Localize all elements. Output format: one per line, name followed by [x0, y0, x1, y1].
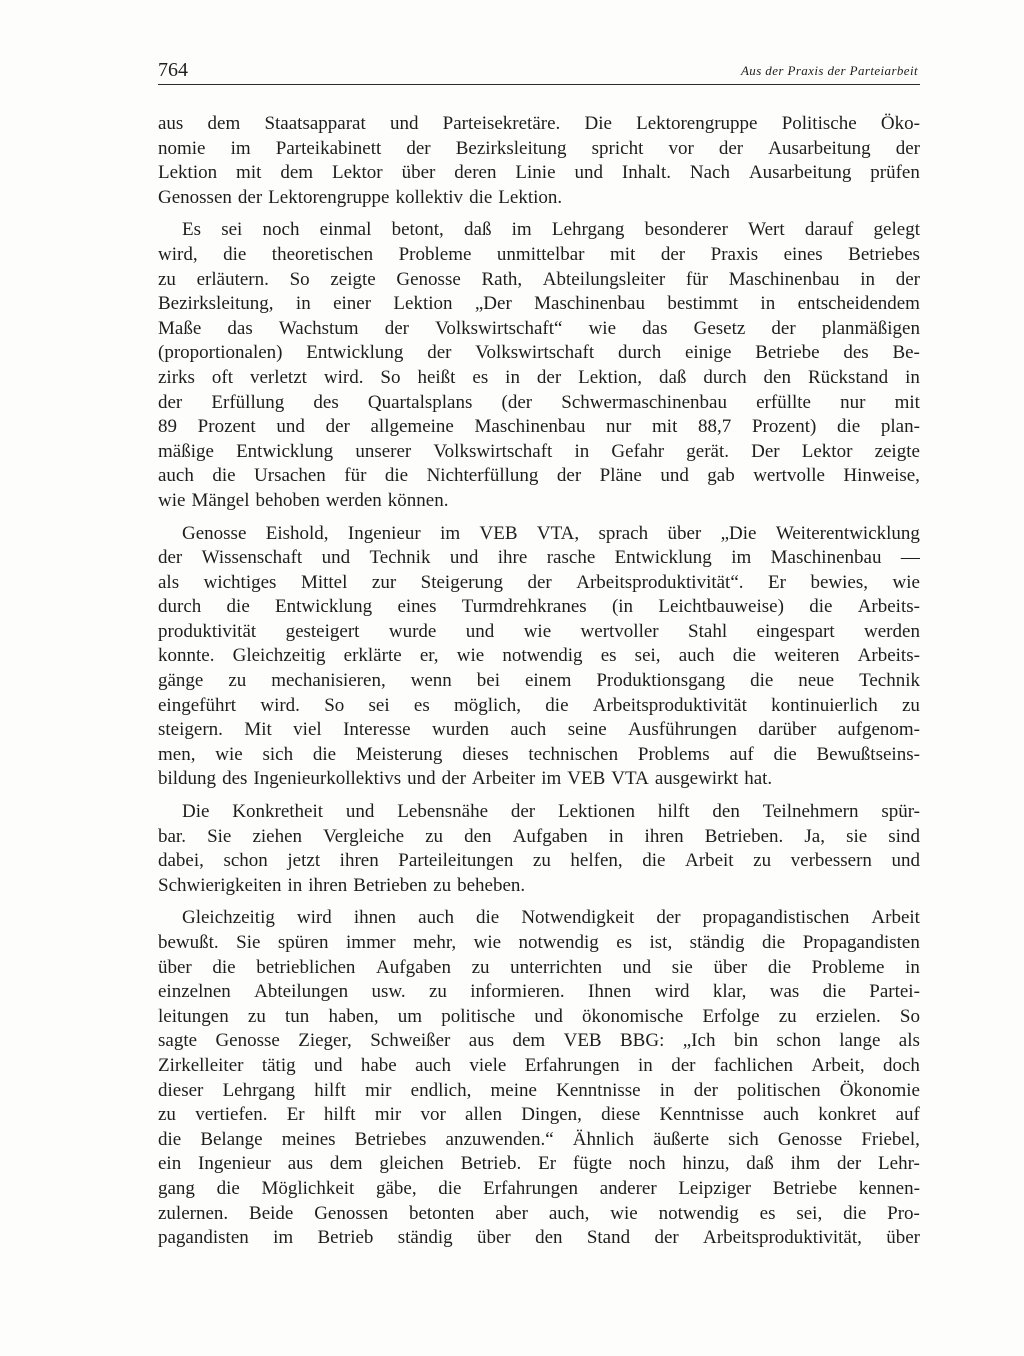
text-line: aus dem Staatsapparat und Parteisekretäre. Die Lektorengruppe Politische Öko- — [158, 113, 920, 134]
body-text — [158, 112, 920, 1259]
paragraph — [158, 906, 920, 1250]
text-line: dieser Lehrgang hilft mir endlich, meine Kenntnisse in der politischen Ökonomie — [158, 1079, 920, 1101]
text-line: auch die Ursachen für die Nichterfüllung der Pläne und gab wertvolle Hinweise, — [158, 465, 920, 487]
running-header — [158, 58, 920, 85]
text-line: nomie im Parteikabinett der Bezirksleitung spricht vor der Ausarbeitung der — [158, 137, 920, 159]
text-line: bewußt. Sie spüren immer mehr, wie notwendig es ist, ständig die Propagandisten — [158, 932, 920, 953]
text-line: konnte. Gleichzeitig erklärte er, wie notwendig es sei, auch die weiteren Arbeits- — [158, 645, 920, 667]
text-line: Die Konkretheit und Lebensnähe der Lektionen hilft den Teilnehmern spür- — [182, 801, 920, 823]
text-line: mäßige Entwicklung unserer Volkswirtschaft in Gefahr gerät. Der Lektor zeigte — [158, 440, 920, 462]
text-line: einzelnen Abteilungen usw. zu informieren. Ihnen wird klar, was die Partei- — [158, 981, 920, 1003]
paragraph — [158, 522, 920, 793]
text-line: Genosse Eishold, Ingenieur im VEB VTA, sprach über „Die Weiterentwicklung — [182, 522, 920, 544]
text-line: sagte Genosse Zieger, Schweißer aus dem VEB BBG: „Ich bin schon lange als — [158, 1030, 920, 1052]
text-line: zulernen. Beide Genossen betonten aber auch, wie notwendig es sei, die Pro- — [158, 1202, 920, 1224]
text-line: eingeführt wird. So sei es möglich, die Arbeitsproduktivität kontinuierlich zu — [158, 694, 920, 716]
text-line: steigern. Mit viel Interesse wurden auch seine Ausführungen darüber aufgenom- — [158, 719, 920, 741]
text-line: Genossen der Lektorengruppe kollektiv die Lektion. — [158, 186, 563, 208]
text-line: die Belange meines Betriebes anzuwenden.“ Ähnlich äußerte sich Genosse Friebel, — [158, 1128, 920, 1150]
text-line: zu erläutern. So zeigte Genosse Rath, Abteilungsleiter für Maschinenbau in der — [158, 268, 920, 290]
text-line: Lektion mit dem Lektor über deren Linie und Inhalt. Nach Ausarbeitung prüfen — [158, 162, 920, 184]
text-line: der Wissenschaft und Technik und ihre rasche Entwicklung im Maschinenbau — — [158, 547, 920, 569]
text-line: bar. Sie ziehen Vergleiche zu den Aufgaben in ihren Betrieben. Ja, sie sind — [158, 825, 920, 847]
text-line: durch die Entwicklung eines Turmdrehkranes (in Leichtbauweise) die Arbeits- — [158, 596, 920, 618]
text-line: Es sei noch einmal betont, daß im Lehrgang besonderer Wert darauf gelegt — [182, 219, 920, 241]
text-line: der Erfüllung des Quartalsplans (der Schwermaschinenbau erfüllte nur mit — [158, 391, 920, 413]
text-line: gang die Möglichkeit gäbe, die Erfahrungen anderer Leipziger Betriebe kennen- — [158, 1177, 920, 1199]
text-line: wie Mängel behoben werden können. — [158, 489, 449, 511]
text-line: wird, die theoretischen Probleme unmittelbar mit der Praxis eines Betriebes — [158, 243, 920, 265]
text-line: leitungen zu tun haben, um politische und ökonomische Erfolge zu erzielen. So — [158, 1005, 920, 1027]
paragraph — [158, 800, 920, 898]
text-line: dabei, schon jetzt ihren Parteileitungen zu helfen, die Arbeit zu verbessern und — [158, 850, 920, 872]
text-line: men, wie sich die Meisterung dieses technischen Problems auf die Bewußtseins- — [158, 743, 920, 765]
paragraph — [158, 218, 920, 513]
text-line: Schwierigkeiten in ihren Betrieben zu beheben. — [158, 874, 526, 896]
text-line: pagandisten im Betrieb ständig über den Stand der Arbeitsproduktivität, über — [158, 1227, 920, 1249]
text-line: (proportionalen) Entwicklung der Volkswirtschaft durch einige Betriebe des Be- — [158, 342, 920, 364]
text-line: als wichtiges Mittel zur Steigerung der Arbeitsproduktivität“. Er bewies, wie — [158, 571, 920, 593]
section-title: Aus der Praxis der Parteiarbeit — [740, 63, 918, 78]
text-line: produktivität gesteigert wurde und wie wertvoller Stahl eingespart werden — [158, 620, 920, 642]
text-line: zu vertiefen. Er hilft mir vor allen Dingen, diese Kenntnisse auch konkret auf — [158, 1104, 920, 1126]
page-number: 764 — [158, 59, 188, 81]
text-line: zirks oft verletzt wird. So heißt es in der Lektion, daß durch den Rückstand in — [158, 366, 920, 388]
paragraph — [158, 112, 920, 210]
text-line: Bezirksleitung, in einer Lektion „Der Maschinenbau bestimmt in entscheidendem — [158, 293, 920, 315]
text-line: Zirkelleiter tätig und habe auch viele Erfahrungen in der fachlichen Arbeit, doch — [158, 1054, 920, 1076]
text-line: bildung des Ingenieurkollektivs und der Arbeiter im VEB VTA ausgewirkt hat. — [158, 768, 773, 790]
text-line: Gleichzeitig wird ihnen auch die Notwendigkeit der propagandistischen Arbeit — [182, 907, 920, 929]
text-line: 89 Prozent und der allgemeine Maschinenbau nur mit 88,7 Prozent) die plan- — [158, 416, 920, 438]
text-line: über die betrieblichen Aufgaben zu unterrichten und sie über die Probleme in — [158, 956, 920, 978]
text-line: Maße das Wachstum der Volkswirtschaft“ wie das Gesetz der planmäßigen — [158, 317, 920, 339]
text-line: gänge zu mechanisieren, wenn bei einem Produktionsgang die neue Technik — [158, 670, 920, 692]
text-line: ein Ingenieur aus dem gleichen Betrieb. Er fügte noch hinzu, daß ihm der Lehr- — [158, 1153, 920, 1175]
